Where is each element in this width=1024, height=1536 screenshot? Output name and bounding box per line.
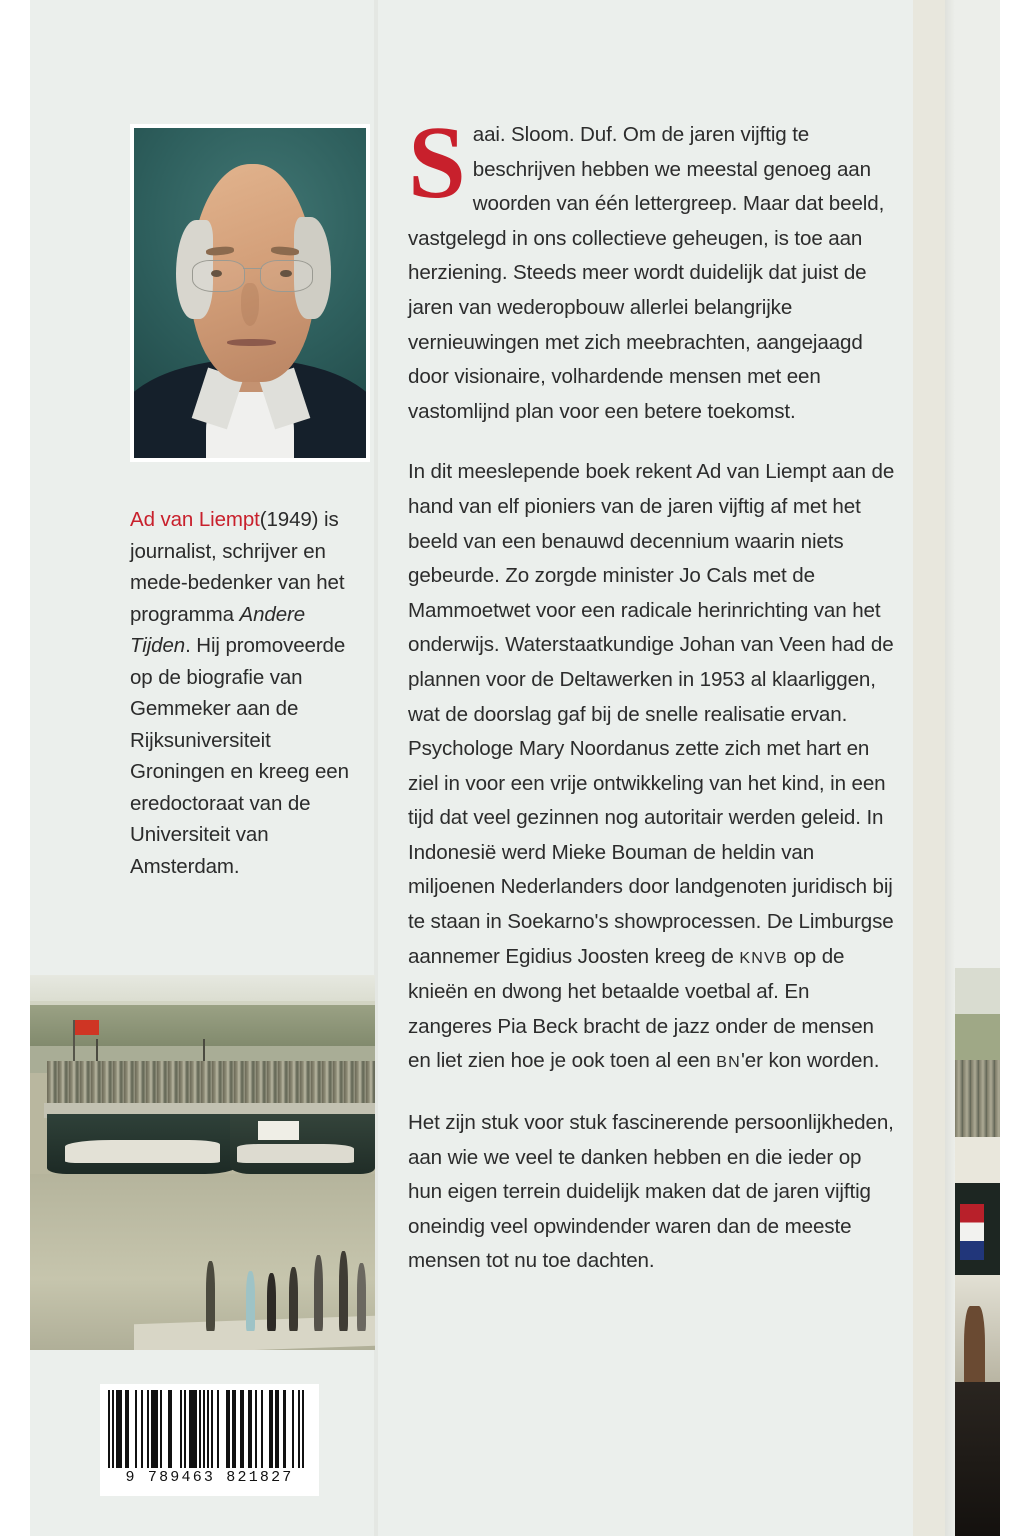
harbour-photo — [30, 975, 375, 1350]
blurb-paragraph-1 — [408, 105, 898, 429]
author-portrait — [130, 124, 370, 462]
blurb-p2-part-b: op de knieën en dwong het betaalde voetbal af. En zangeres Pia Beck bracht de jazz onder de mensen en liet zien hoe je ook toen al een — [408, 944, 874, 1073]
drop-cap: S — [408, 105, 466, 220]
author-name: Ad van Liempt — [130, 508, 260, 531]
acronym-knvb: KNVB — [739, 948, 788, 967]
author-bio-line-2: . Hij promoveerde op de biografie van Gemmeker aan de Rijksuniversiteit Groningen en kreeg een eredoctoraat van de Universiteit van Amsterdam. — [130, 634, 349, 878]
blurb-p2-part-c: 'er kon worden. — [740, 1049, 880, 1073]
spine-strip — [913, 0, 947, 1536]
author-bio — [130, 504, 358, 882]
isbn-barcode — [100, 1384, 319, 1496]
programme-title: Andere Tijden — [130, 602, 306, 657]
front-cover-strip — [955, 0, 1000, 1536]
blurb-p1-text: aai. Sloom. Duf. Om de jaren vijftig te beschrijven hebben we meestal genoeg aan woorden van één lettergreep. Maar dat beeld, vastgelegd in ons collectieve geheugen, is toe aan herziening. Steeds meer wordt duidelijk dat juist de jaren van wederopbouw allerlei belangrijke vernieuwingen met zich meebrachten, aangejaagd door visionaire, volhardende mensen met een vastomlijnd plan voor een betere toekomst. — [408, 123, 885, 423]
acronym-bn: BN — [716, 1053, 741, 1072]
author-bio-line-1: is journalist, schrijver en mede-bedenker van het programma — [130, 508, 345, 626]
barcode-bars — [108, 1390, 311, 1468]
blurb-p2-part-a: In dit meeslepende boek rekent Ad van Liempt aan de hand van elf pioniers van de jaren vijftig af met het beeld van een benauwd decennium waarin niets gebeurde. Zo zorgde minister Jo Cals met de Mammoetwet voor een radicale herinrichting van het onderwijs. Waterstaatkundige Johan van Veen had de plannen voor de Deltawerken in 1953 al klaarliggen, wat de doorslag gaf bij de snelle realisatie ervan. Psychologe Mary Noordanus zette zich met hart en ziel in voor een vrije ontwikkeling van het kind, in een tijd dat veel gezinnen nog autoritair werden geleid. In Indonesië werd Mieke Bouman de heldin van miljoenen Nederlanders door landgenoten juridisch bij te staan in Soekarno's showprocessen. De Limburgse aannemer Egidius Joosten kreeg de — [408, 460, 895, 968]
isbn-number: 9 789463 821827 — [125, 1469, 294, 1486]
author-birth-year: (1949) — [259, 508, 319, 531]
blurb-text — [408, 105, 898, 1279]
blurb-paragraph-3: Het zijn stuk voor stuk fascinerende persoonlijkheden, aan wie we veel te danken hebben en die ieder op hun eigen terrein duidelijk maken dat de jaren vijftig oneindig veel opwindender waren dan de meeste mensen tot nu toe dachten. — [408, 1111, 894, 1273]
blurb-paragraph-2 — [408, 455, 898, 1080]
spine-fold-shadow — [945, 0, 955, 1536]
